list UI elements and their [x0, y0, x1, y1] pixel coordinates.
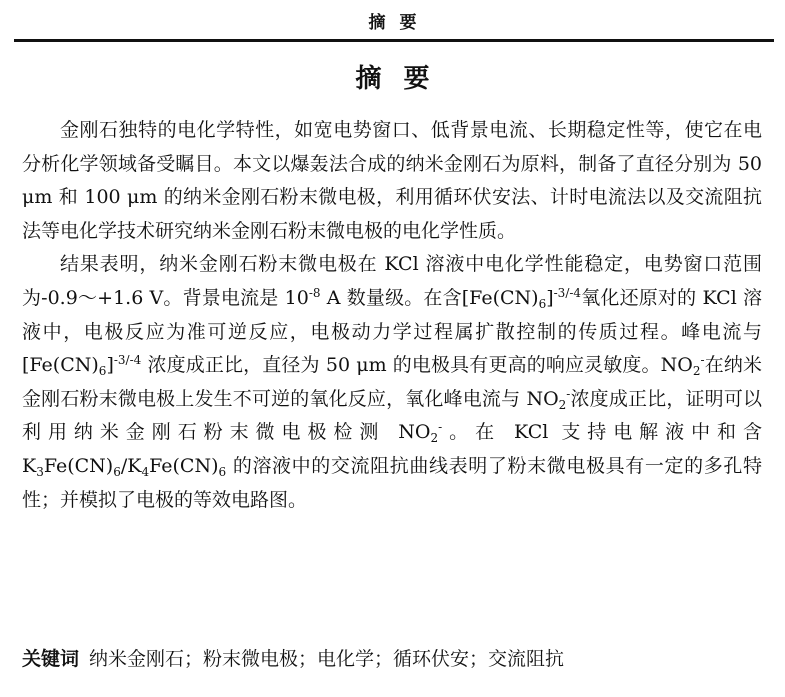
superscript: -8: [308, 285, 321, 300]
subscript: 4: [141, 464, 150, 479]
superscript: -: [566, 386, 571, 401]
abstract-title: 摘要: [355, 64, 452, 94]
running-header: 摘要: [368, 13, 431, 33]
subscript: 3: [36, 464, 44, 479]
superscript: -: [700, 353, 705, 368]
abstract-body: [22, 114, 762, 517]
text-run: 。在 KCl 支持电解液中和含 K: [22, 421, 762, 477]
text-run: A 数量级。在含[Fe(CN): [320, 286, 539, 309]
header-rule: [14, 39, 774, 42]
subscript: 6: [113, 464, 121, 479]
abstract-paragraph-2: [22, 248, 762, 517]
text-run: ]: [546, 286, 554, 309]
text-run: Fe(CN): [149, 454, 219, 477]
superscript: -3/-4: [113, 353, 142, 368]
text-run: /K: [120, 454, 142, 477]
subscript: 6: [218, 464, 227, 479]
superscript: -: [438, 420, 443, 435]
subscript: 2: [692, 364, 701, 379]
text-run: 浓度成正比，证明可以利用纳米金刚石粉末微电极检测 NO: [22, 387, 762, 444]
text-run: 的溶液中的交流阻抗曲线表明了粉末微电极具有一定的多孔特性；并模拟了电极的等效电路图。: [22, 454, 762, 511]
text-run: Fe(CN): [43, 454, 114, 477]
subscript: 2: [430, 431, 439, 446]
text-run: 浓度成正比，直径为 50 μm 的电极具有更高的响应灵敏度。NO: [141, 354, 693, 377]
keywords-text: 纳米金刚石；粉末微电极；电化学；循环伏安；交流阻抗: [89, 648, 565, 670]
text-run: 结果表明，纳米金刚石粉末微电极在 KCl 溶液中电化学性能稳定，电势窗口范围为-0.9～+1.6 V。背景电流是 10: [22, 253, 762, 309]
superscript: -3/-4: [553, 285, 582, 300]
text-run: 氧化还原对的 KCl 溶液中，电极反应为准可逆反应，电极动力学过程属扩散控制的传质过程。峰电流与[Fe(CN): [22, 286, 763, 377]
keywords-label: 关键词: [22, 648, 80, 670]
abstract-paragraph-1: 金刚石独特的电化学特性，如宽电势窗口、低背景电流、长期稳定性等，使它在电分析化学领域备受瞩目。本文以爆轰法合成的纳米金刚石为原料，制备了直径分别为 50 μm 和 100 μm 的纳米金刚石粉末微电极，利用循环伏安法、计时电流法以及交流阻抗法等电化学技术研究纳米金刚石粉末微电极的电化学性质。: [22, 119, 762, 242]
subscript: 6: [538, 296, 547, 311]
subscript: 6: [98, 364, 107, 379]
subscript: 2: [558, 397, 567, 412]
keywords-line: [22, 644, 762, 674]
text-run: ]: [106, 354, 114, 377]
text-run: 在纳米金刚石粉末微电极上发生不可逆的氧化反应，氧化峰电流与 NO: [22, 354, 762, 410]
